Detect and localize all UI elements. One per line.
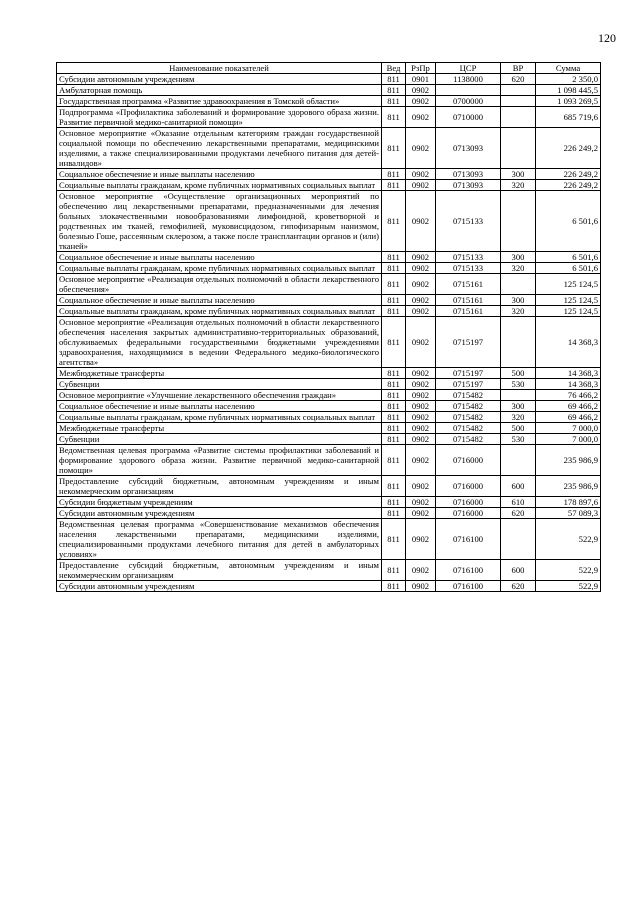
cell-csr: 0715482 (436, 434, 501, 445)
cell-vr: 300 (501, 295, 536, 306)
cell-csr: 0715482 (436, 412, 501, 423)
cell-name: Ведомственная целевая программа «Совершенствование механизмов обеспечения населения лекарственными препаратами, медицинскими изделиями, специализированными продуктами лечебного питания для детей в амбулаторных условиях» (57, 519, 382, 560)
cell-sum: 125 124,5 (536, 274, 601, 295)
cell-csr: 0715161 (436, 306, 501, 317)
cell-sum: 235 986,9 (536, 476, 601, 497)
cell-rzpr: 0902 (406, 180, 436, 191)
cell-rzpr: 0902 (406, 317, 436, 368)
cell-sum: 14 368,3 (536, 317, 601, 368)
cell-name: Основное мероприятие «Осуществление организационных мероприятий по обеспечению лиц лекарственными препаратами, предназначенными для лечения больных злокачественными новообразованиями лимфоидной, кроветворной и родственных им тканей, гемофилией, муковисцидозом, гипофизарным нанизмом, болезнью Гоше, рассеянным склерозом, а также после трансплантации органов и (или) тканей» (57, 191, 382, 252)
cell-sum: 7 000,0 (536, 434, 601, 445)
cell-vr: 500 (501, 423, 536, 434)
cell-rzpr: 0902 (406, 169, 436, 180)
cell-sum: 226 249,2 (536, 128, 601, 169)
cell-rzpr: 0902 (406, 128, 436, 169)
cell-name: Социальное обеспечение и иные выплаты населению (57, 252, 382, 263)
table-row (57, 390, 601, 401)
cell-ved: 811 (382, 368, 406, 379)
cell-ved: 811 (382, 96, 406, 107)
cell-ved: 811 (382, 379, 406, 390)
table-row (57, 508, 601, 519)
cell-csr: 0716100 (436, 519, 501, 560)
cell-csr: 0715197 (436, 379, 501, 390)
cell-rzpr: 0902 (406, 390, 436, 401)
table-row (57, 423, 601, 434)
cell-rzpr: 0902 (406, 519, 436, 560)
cell-sum: 69 466,2 (536, 401, 601, 412)
cell-vr: 620 (501, 74, 536, 85)
cell-name: Социальное обеспечение и иные выплаты населению (57, 401, 382, 412)
cell-rzpr: 0902 (406, 368, 436, 379)
cell-vr (501, 317, 536, 368)
cell-rzpr: 0902 (406, 476, 436, 497)
cell-ved: 811 (382, 317, 406, 368)
cell-vr: 530 (501, 379, 536, 390)
cell-ved: 811 (382, 445, 406, 476)
table-row (57, 191, 601, 252)
cell-csr: 0713093 (436, 169, 501, 180)
cell-csr: 0713093 (436, 180, 501, 191)
cell-rzpr: 0902 (406, 497, 436, 508)
cell-rzpr: 0902 (406, 252, 436, 263)
cell-name: Субсидии автономным учреждениям (57, 581, 382, 592)
cell-vr (501, 191, 536, 252)
table-row (57, 434, 601, 445)
cell-sum: 522,9 (536, 581, 601, 592)
cell-sum: 6 501,6 (536, 263, 601, 274)
cell-csr: 0715161 (436, 295, 501, 306)
table-row (57, 74, 601, 85)
cell-rzpr: 0902 (406, 306, 436, 317)
cell-vr: 530 (501, 434, 536, 445)
cell-name: Основное мероприятие «Реализация отдельных полномочий в области лекарственного обеспечения населения закрытых административно-территориальных образований, обслуживаемых федеральными государственными бюджетными учреждениями здравоохранения, находящимися в ведении Федерального медико-биологического агентства» (57, 317, 382, 368)
budget-table (56, 62, 601, 592)
cell-ved: 811 (382, 390, 406, 401)
table-row (57, 581, 601, 592)
table-row (57, 180, 601, 191)
cell-name: Предоставление субсидий бюджетным, автономным учреждениям и иным некоммерческим организациям (57, 476, 382, 497)
cell-vr: 320 (501, 306, 536, 317)
cell-name: Основное мероприятие «Оказание отдельным категориям граждан государственной социальной помощи по обеспечению лекарственными препаратами, медицинскими изделиями, а также специализированными продуктами лечебного питания для детей-инвалидов» (57, 128, 382, 169)
cell-sum: 6 501,6 (536, 252, 601, 263)
cell-sum: 178 897,6 (536, 497, 601, 508)
cell-name: Социальные выплаты гражданам, кроме публичных нормативных социальных выплат (57, 180, 382, 191)
cell-csr: 0715197 (436, 317, 501, 368)
table-row (57, 295, 601, 306)
header-sum: Сумма (536, 63, 601, 74)
cell-ved: 811 (382, 169, 406, 180)
cell-name: Подпрограмма «Профилактика заболеваний и формирование здорового образа жизни. Развитие первичной медико-санитарной помощи» (57, 107, 382, 128)
cell-ved: 811 (382, 128, 406, 169)
cell-vr: 610 (501, 497, 536, 508)
cell-vr: 320 (501, 263, 536, 274)
table-row (57, 412, 601, 423)
cell-csr: 0716000 (436, 445, 501, 476)
cell-ved: 811 (382, 519, 406, 560)
cell-csr: 0716000 (436, 476, 501, 497)
cell-vr (501, 274, 536, 295)
cell-rzpr: 0902 (406, 295, 436, 306)
table-row (57, 306, 601, 317)
cell-sum: 69 466,2 (536, 412, 601, 423)
header-rzpr: РзПр (406, 63, 436, 74)
cell-rzpr: 0902 (406, 434, 436, 445)
cell-rzpr: 0902 (406, 412, 436, 423)
cell-rzpr: 0901 (406, 74, 436, 85)
cell-csr (436, 85, 501, 96)
cell-ved: 811 (382, 85, 406, 96)
cell-ved: 811 (382, 497, 406, 508)
header-vr: ВР (501, 63, 536, 74)
cell-csr: 0715161 (436, 274, 501, 295)
table-body (57, 74, 601, 592)
cell-ved: 811 (382, 180, 406, 191)
cell-sum: 226 249,2 (536, 180, 601, 191)
cell-sum: 7 000,0 (536, 423, 601, 434)
cell-ved: 811 (382, 401, 406, 412)
cell-csr: 0716000 (436, 497, 501, 508)
cell-rzpr: 0902 (406, 445, 436, 476)
header-csr: ЦСР (436, 63, 501, 74)
cell-ved: 811 (382, 508, 406, 519)
cell-vr (501, 96, 536, 107)
cell-name: Социальные выплаты гражданам, кроме публичных нормативных социальных выплат (57, 263, 382, 274)
cell-vr: 300 (501, 401, 536, 412)
cell-name: Ведомственная целевая программа «Развитие системы профилактики заболеваний и формирование здорового образа жизни. Развитие первичной медико-санитарной помощи» (57, 445, 382, 476)
cell-sum: 1 093 269,5 (536, 96, 601, 107)
cell-ved: 811 (382, 560, 406, 581)
cell-vr: 620 (501, 508, 536, 519)
cell-rzpr: 0902 (406, 96, 436, 107)
cell-csr: 0710000 (436, 107, 501, 128)
cell-sum: 522,9 (536, 519, 601, 560)
cell-vr (501, 390, 536, 401)
cell-name: Межбюджетные трансферты (57, 368, 382, 379)
cell-csr: 0715133 (436, 252, 501, 263)
cell-rzpr: 0902 (406, 191, 436, 252)
cell-vr: 600 (501, 476, 536, 497)
cell-sum: 76 466,2 (536, 390, 601, 401)
cell-vr (501, 445, 536, 476)
page-number: 120 (598, 31, 616, 45)
cell-csr: 0716100 (436, 560, 501, 581)
cell-ved: 811 (382, 476, 406, 497)
table-row (57, 368, 601, 379)
cell-name: Предоставление субсидий бюджетным, автономным учреждениям и иным некоммерческим организациям (57, 560, 382, 581)
cell-csr: 1138000 (436, 74, 501, 85)
cell-ved: 811 (382, 74, 406, 85)
header-ved: Вед (382, 63, 406, 74)
cell-vr (501, 519, 536, 560)
cell-vr (501, 128, 536, 169)
cell-ved: 811 (382, 423, 406, 434)
cell-vr: 300 (501, 169, 536, 180)
table-row (57, 476, 601, 497)
table-row (57, 379, 601, 390)
cell-rzpr: 0902 (406, 508, 436, 519)
cell-name: Государственная программа «Развитие здравоохранения в Томской области» (57, 96, 382, 107)
cell-rzpr: 0902 (406, 560, 436, 581)
cell-ved: 811 (382, 306, 406, 317)
cell-name: Амбулаторная помощь (57, 85, 382, 96)
table-row (57, 128, 601, 169)
cell-name: Социальные выплаты гражданам, кроме публичных нормативных социальных выплат (57, 306, 382, 317)
cell-rzpr: 0902 (406, 85, 436, 96)
cell-sum: 6 501,6 (536, 191, 601, 252)
cell-sum: 1 098 445,5 (536, 85, 601, 96)
table-row (57, 401, 601, 412)
cell-ved: 811 (382, 252, 406, 263)
cell-ved: 811 (382, 263, 406, 274)
cell-rzpr: 0902 (406, 274, 436, 295)
cell-ved: 811 (382, 191, 406, 252)
cell-sum: 522,9 (536, 560, 601, 581)
cell-sum: 685 719,6 (536, 107, 601, 128)
cell-sum: 14 368,3 (536, 368, 601, 379)
cell-name: Межбюджетные трансферты (57, 423, 382, 434)
cell-vr: 620 (501, 581, 536, 592)
table-header-row (57, 63, 601, 74)
cell-vr: 300 (501, 252, 536, 263)
cell-csr: 0715197 (436, 368, 501, 379)
cell-name: Субсидии бюджетным учреждениям (57, 497, 382, 508)
cell-name: Субвенции (57, 434, 382, 445)
cell-name: Социальное обеспечение и иные выплаты населению (57, 169, 382, 180)
cell-ved: 811 (382, 434, 406, 445)
cell-rzpr: 0902 (406, 581, 436, 592)
cell-rzpr: 0902 (406, 263, 436, 274)
cell-name: Субсидии автономным учреждениям (57, 74, 382, 85)
cell-sum: 125 124,5 (536, 295, 601, 306)
table-row (57, 274, 601, 295)
cell-ved: 811 (382, 107, 406, 128)
table-row (57, 169, 601, 180)
header-name: Наименование показателей (57, 63, 382, 74)
cell-csr: 0715482 (436, 423, 501, 434)
cell-ved: 811 (382, 274, 406, 295)
table-row (57, 107, 601, 128)
table-row (57, 96, 601, 107)
cell-rzpr: 0902 (406, 379, 436, 390)
cell-csr: 0716000 (436, 508, 501, 519)
table-row (57, 317, 601, 368)
cell-sum: 125 124,5 (536, 306, 601, 317)
cell-csr: 0715482 (436, 390, 501, 401)
table-row (57, 85, 601, 96)
cell-name: Субвенции (57, 379, 382, 390)
table-row (57, 263, 601, 274)
cell-name: Социальные выплаты гражданам, кроме публичных нормативных социальных выплат (57, 412, 382, 423)
cell-name: Основное мероприятие «Реализация отдельных полномочий в области лекарственного обеспечения» (57, 274, 382, 295)
cell-vr: 320 (501, 412, 536, 423)
cell-csr: 0713093 (436, 128, 501, 169)
cell-sum: 2 350,0 (536, 74, 601, 85)
cell-vr: 600 (501, 560, 536, 581)
cell-csr: 0715133 (436, 191, 501, 252)
cell-sum: 226 249,2 (536, 169, 601, 180)
table-row (57, 519, 601, 560)
cell-name: Субсидии автономным учреждениям (57, 508, 382, 519)
cell-csr: 0715482 (436, 401, 501, 412)
cell-name: Социальное обеспечение и иные выплаты населению (57, 295, 382, 306)
cell-vr: 500 (501, 368, 536, 379)
cell-rzpr: 0902 (406, 423, 436, 434)
cell-ved: 811 (382, 412, 406, 423)
cell-csr: 0716100 (436, 581, 501, 592)
cell-sum: 57 089,3 (536, 508, 601, 519)
table-row (57, 560, 601, 581)
cell-csr: 0715133 (436, 263, 501, 274)
cell-rzpr: 0902 (406, 401, 436, 412)
table-row (57, 445, 601, 476)
cell-sum: 235 986,9 (536, 445, 601, 476)
cell-ved: 811 (382, 581, 406, 592)
table-row (57, 497, 601, 508)
cell-vr: 320 (501, 180, 536, 191)
cell-vr (501, 85, 536, 96)
cell-ved: 811 (382, 295, 406, 306)
cell-csr: 0700000 (436, 96, 501, 107)
cell-vr (501, 107, 536, 128)
table-row (57, 252, 601, 263)
cell-rzpr: 0902 (406, 107, 436, 128)
cell-sum: 14 368,3 (536, 379, 601, 390)
cell-name: Основное мероприятие «Улучшение лекарственного обеспечения граждан» (57, 390, 382, 401)
